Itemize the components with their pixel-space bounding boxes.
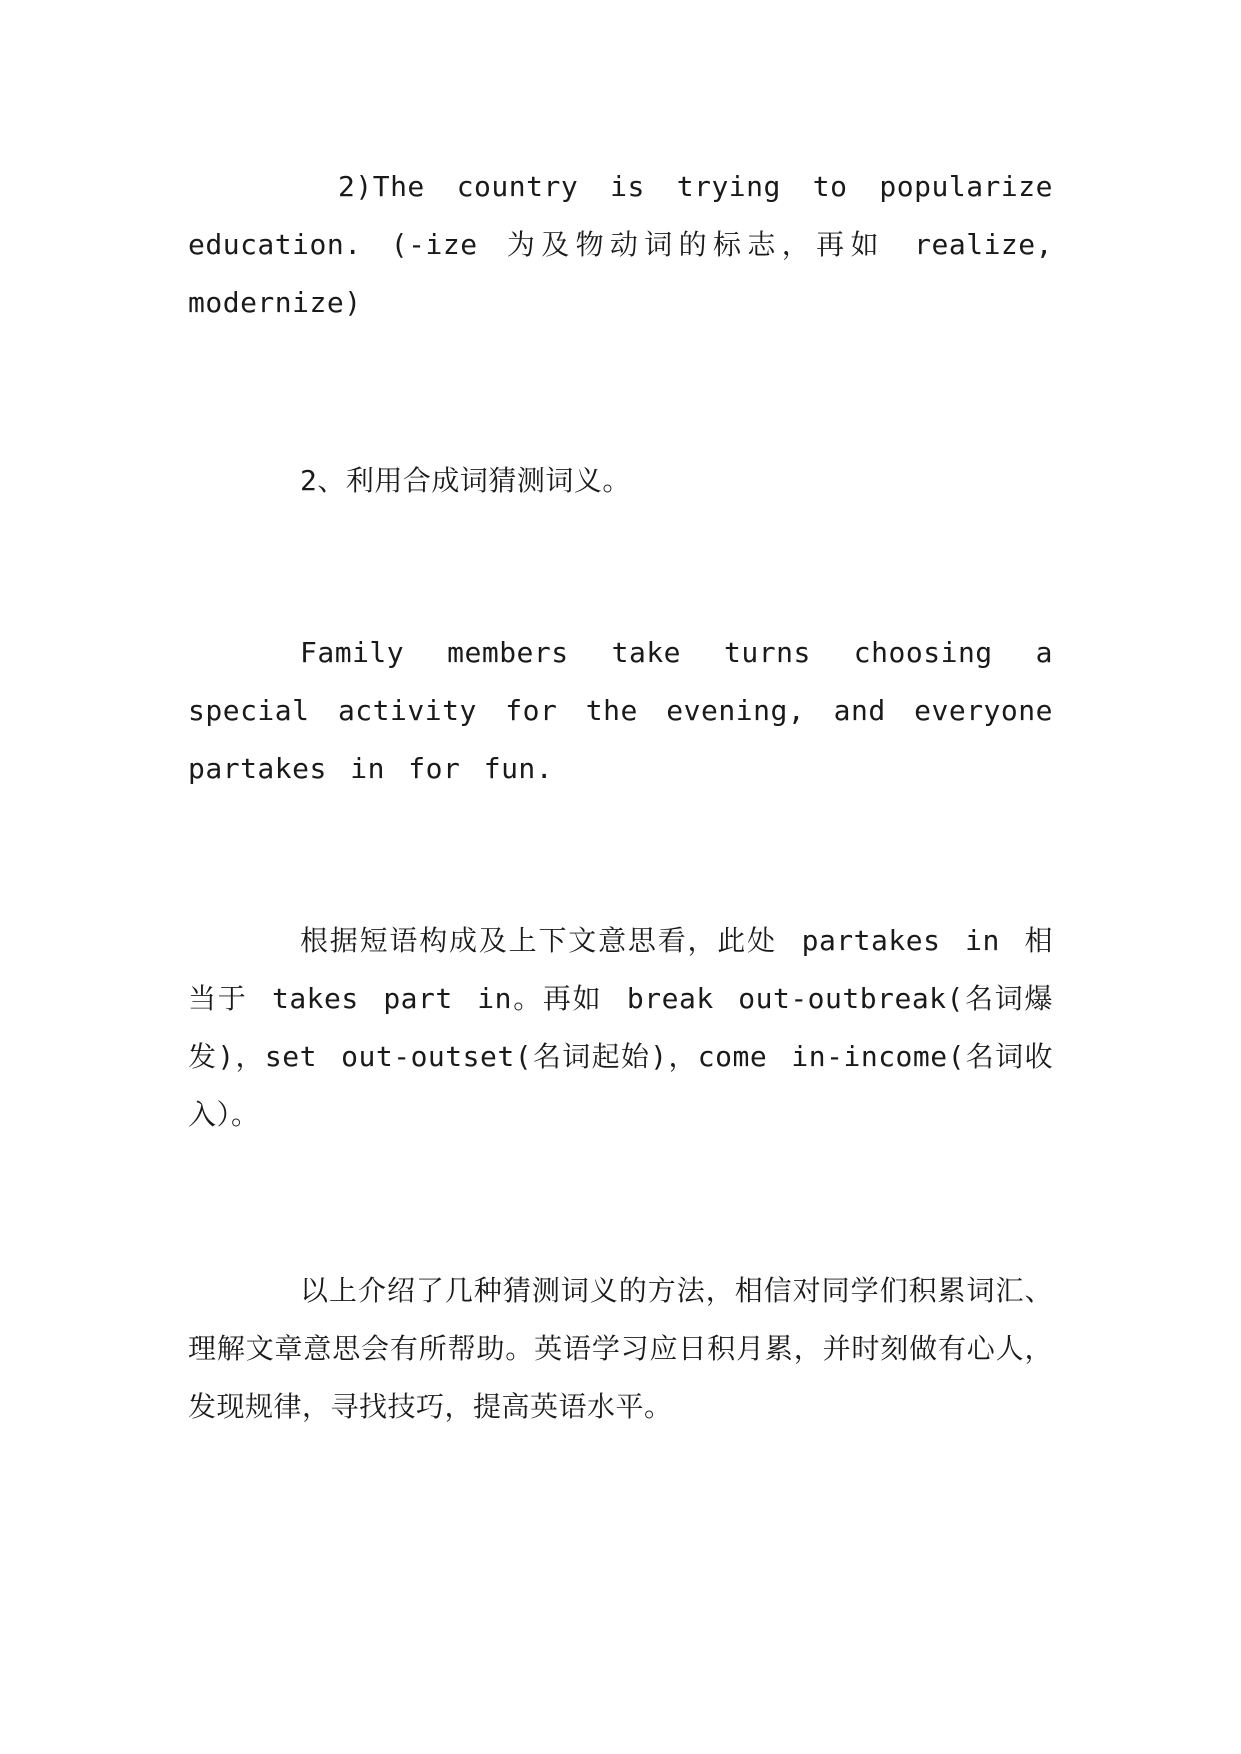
example-sentence-partakes: Family members take turns choosing a special activity for the evening, and everyone partakes in for fun. [188, 636, 1053, 785]
example-sentence-popularize: 2)The country is trying to popularize education. (-ize 为及物动词的标志，再如 realize, modernize) [188, 170, 1053, 319]
explanation-paragraph: 根据短语构成及上下文意思看，此处 partakes in 相当于 takes part in。再如 break out-outbreak(名词爆发)，set out-outset(名词起始)，come in-income(名词收入）。 [188, 924, 1053, 1131]
summary-paragraph: 以上介绍了几种猜测词义的方法，相信对同学们积累词汇、理解文章意思会有所帮助。英语学习应日积月累，并时刻做有心人，发现规律，寻找技巧，提高英语水平。 [188, 1274, 1053, 1423]
section-heading-compound-words: 2、利用合成词猜测词义。 [300, 464, 631, 497]
